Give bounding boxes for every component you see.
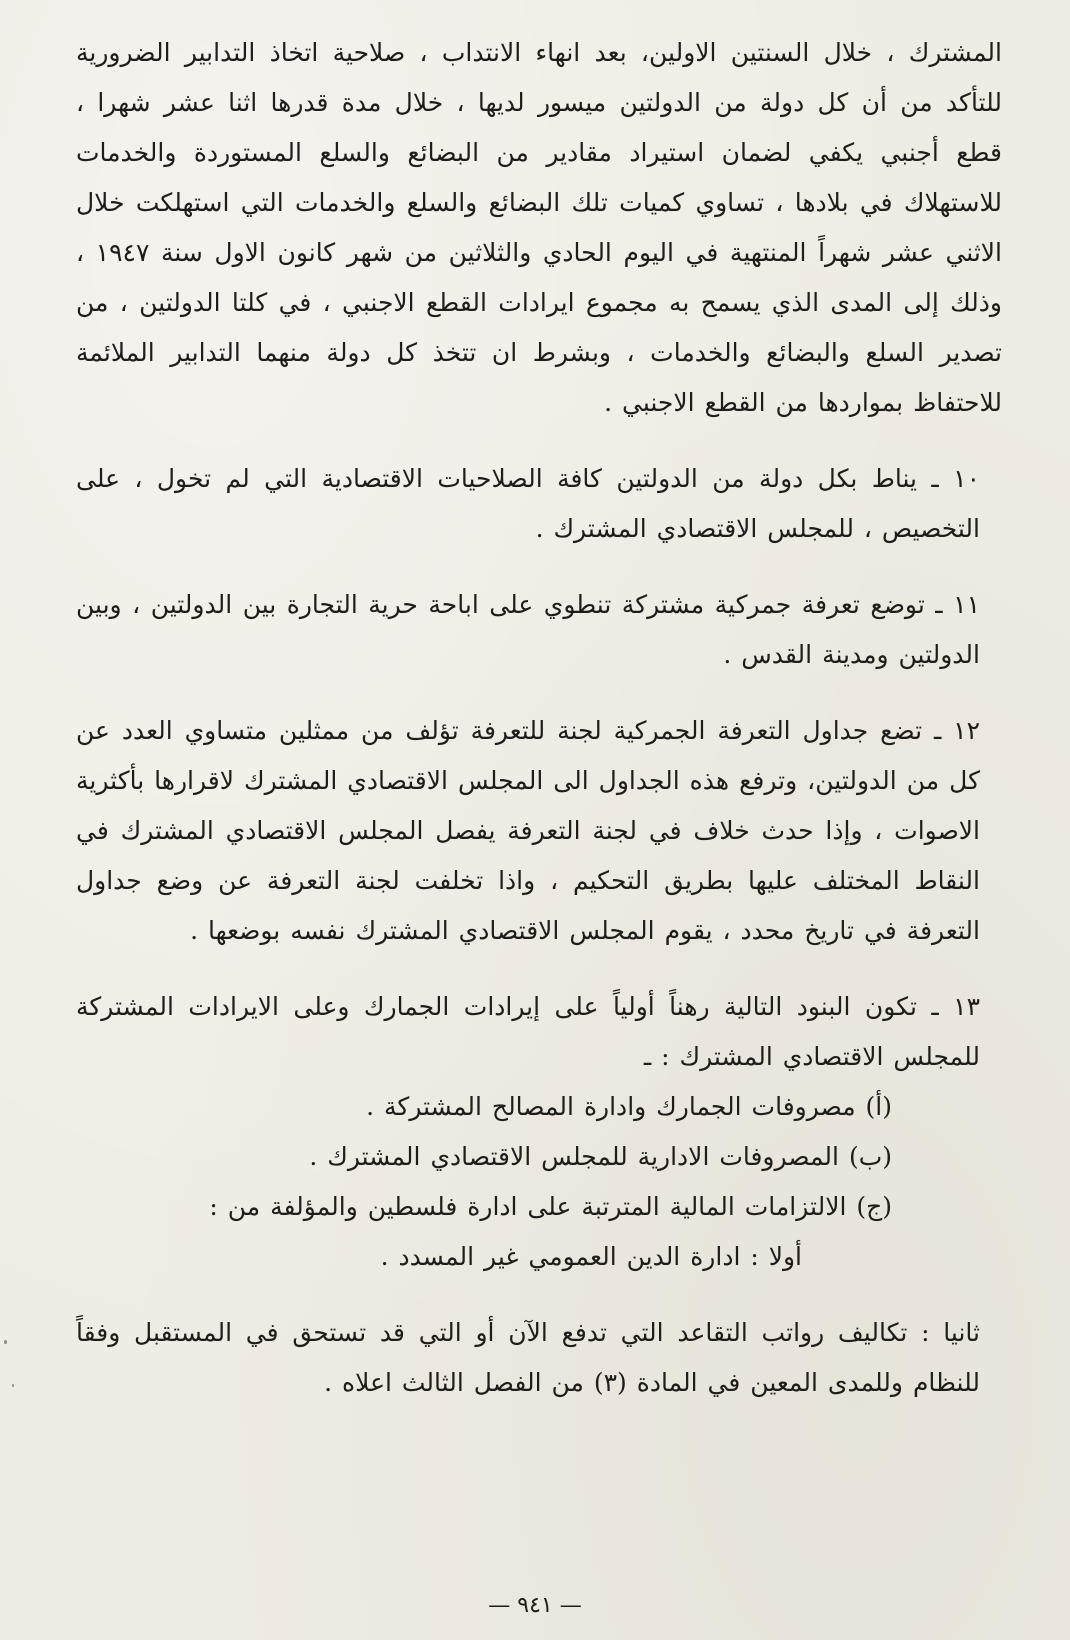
article-11: ١١ ـ توضع تعرفة جمركية مشتركة تنطوي على اباحة حرية التجارة بين الدولتين ، وبين الدولتين ومدينة القدس . <box>76 590 980 669</box>
list-item-b: (ب) المصروفات الادارية للمجلس الاقتصادي المشترك . <box>309 1142 892 1171</box>
sub-item-second: ثانيا : تكاليف رواتب التقاعد التي تدفع الآن أو التي قد تستحق في المستقبل وفقاً للنظام وللمدى المعين في المادة (٣) من الفصل الثالث اعلاه . <box>76 1318 980 1397</box>
paragraph-9-continued: المشترك ، خلال السنتين الاولين، بعد انهاء الانتداب ، صلاحية اتخاذ التدابير الضرورية للتأكد من أن كل دولة من الدولتين ميسور لديها ، خلال مدة قدرها اثنا عشر شهرا ، قطع أجنبي يكفي لضمان استيراد مقادير من البضائع والسلع المستوردة والخدمات للاستهلاك في بلادها ، تساوي كميات تلك البضائع والسلع والخدمات التي استهلكت خلال الاثني عشر شهراً المنتهية في اليوم الحادي والثلاثين من شهر كانون الاول سنة ١٩٤٧ ، وذلك إلى المدى الذي يسمح به مجموع ايرادات القطع الاجنبي ، في كلتا الدولتين ، من تصدير السلع والبضائع والخدمات ، وبشرط ان تتخذ كل دولة منهما التدابير الملائمة للاحتفاظ بمواردها من القطع الاجنبي . <box>76 38 1003 417</box>
ink-blot <box>4 1340 7 1344</box>
sub-item-first: أولا : ادارة الدين العمومي غير المسدد . <box>380 1242 802 1271</box>
article-12: ١٢ ـ تضع جداول التعرفة الجمركية لجنة للتعرفة تؤلف من ممثلين متساوي العدد عن كل من الدولتين، وترفع هذه الجداول الى المجلس الاقتصادي المشترك لاقرارها بأكثرية الاصوات ، وإذا حدث خلاف في لجنة التعرفة يفصل المجلس الاقتصادي المشترك في النقاط المختلف عليها بطريق التحكيم ، واذا تخلفت لجنة التعرفة عن وضع جداول التعرفة في تاريخ محدد ، يقوم المجلس الاقتصادي المشترك نفسه بوضعها . <box>76 716 980 945</box>
page-number: — ٩٤١ — <box>488 1593 582 1618</box>
list-item-a: (أ) مصروفات الجمارك وادارة المصالح المشتركة . <box>366 1092 892 1121</box>
article-13: ١٣ ـ تكون البنود التالية رهناً أولياً على إيرادات الجمارك وعلى الايرادات المشتركة للمجلس الاقتصادي المشترك : ـ <box>76 992 980 1071</box>
article-10: ١٠ ـ يناط بكل دولة من الدولتين كافة الصلاحيات الاقتصادية التي لم تخول ، على التخصيص ، للمجلس الاقتصادي المشترك . <box>76 464 980 543</box>
list-item-c: (ج) الالتزامات المالية المترتبة على ادارة فلسطين والمؤلفة من : <box>209 1192 892 1221</box>
document-body <box>76 28 1002 1408</box>
ink-blot <box>12 1384 14 1387</box>
